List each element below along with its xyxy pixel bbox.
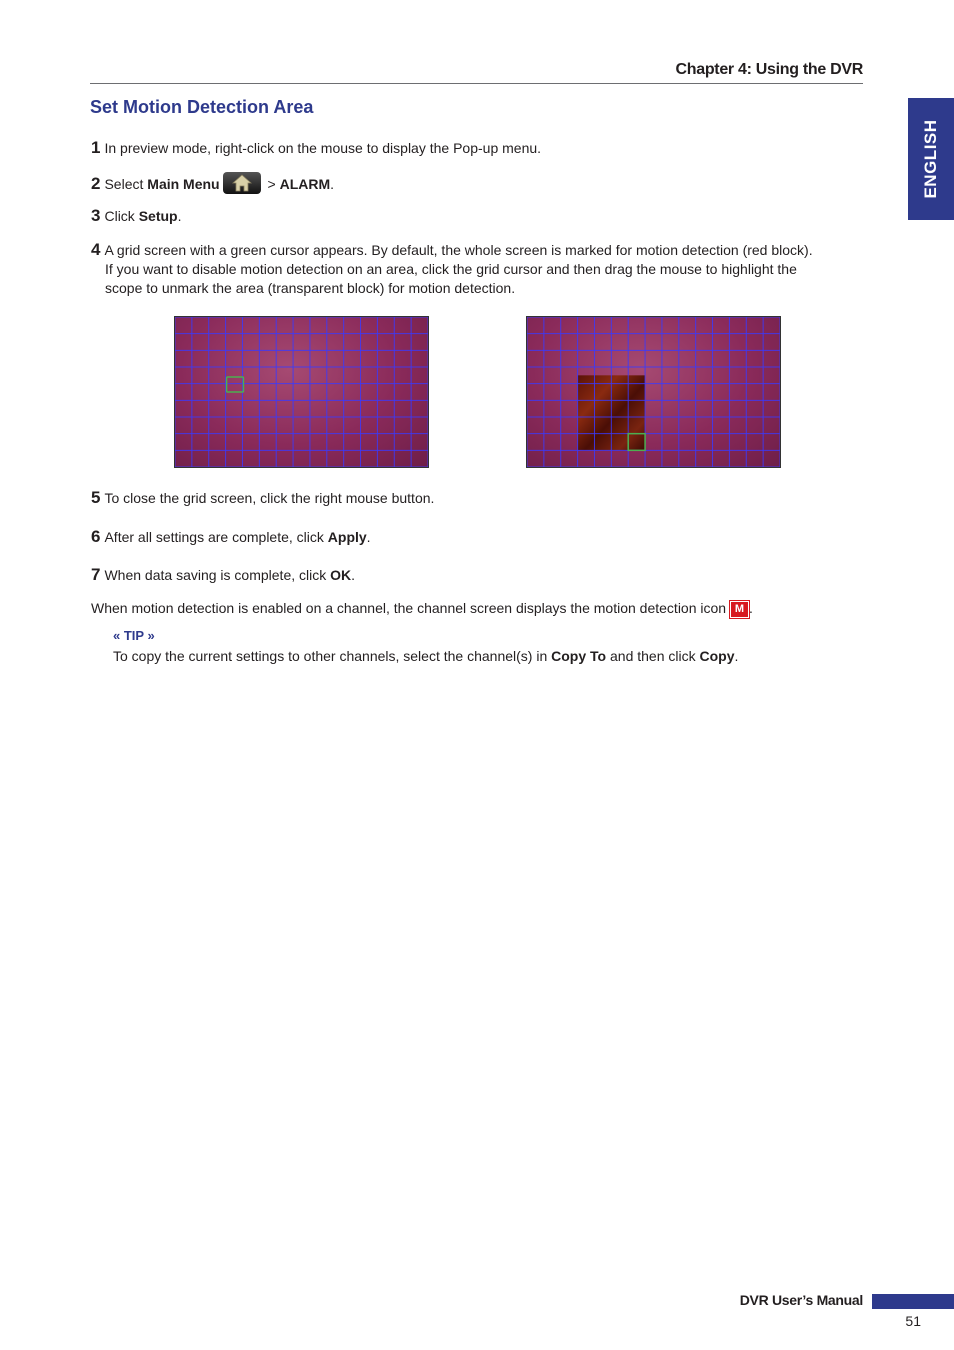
step-text: . <box>330 176 335 192</box>
apply-label: Apply <box>327 529 367 545</box>
home-icon <box>223 172 261 194</box>
step-text: Select <box>104 176 148 192</box>
step-number: 2 <box>91 174 101 193</box>
step-text: . <box>351 567 356 583</box>
step-text: . <box>366 529 371 545</box>
step-4 <box>91 240 863 298</box>
step-text: A grid screen with a green cursor appears. By default, the whole screen is marked for motion detection (red block). <box>104 242 813 258</box>
grid-screen-default <box>174 316 429 468</box>
footer-title: DVR User’s Manual <box>739 1292 863 1308</box>
main-menu-label: Main Menu <box>147 176 220 192</box>
grid-cursor <box>227 377 244 392</box>
chapter-header: Chapter 4: Using the DVR <box>675 61 863 78</box>
step-text: > <box>263 176 280 192</box>
step-1 <box>91 138 863 158</box>
section-title: Set Motion Detection Area <box>90 97 314 117</box>
step-text: To close the grid screen, click the right mouse button. <box>104 490 435 506</box>
step-2 <box>91 172 863 194</box>
step-text: If you want to disable motion detection on an area, click the grid cursor and then drag the mouse to highlight the <box>105 261 797 277</box>
motion-note-text: When motion detection is enabled on a channel, the channel screen displays the motion detection icon <box>91 600 730 616</box>
step-7 <box>91 565 863 585</box>
tip-text <box>113 647 738 666</box>
setup-label: Setup <box>138 208 178 224</box>
step-number: 3 <box>91 206 101 225</box>
motion-detection-icon: M <box>730 601 749 618</box>
step-text: In preview mode, right-click on the mouse to display the Pop-up menu. <box>104 140 542 156</box>
footer-bar <box>872 1294 954 1309</box>
language-tab-label: ENGLISH <box>921 119 940 199</box>
step-5 <box>91 488 863 508</box>
step-number: 7 <box>91 565 101 584</box>
tip-text-part: . <box>734 648 739 664</box>
ok-label: OK <box>330 567 352 583</box>
motion-note-text: . <box>748 600 753 616</box>
grid-screen-unmarked <box>526 316 781 468</box>
step-number: 1 <box>91 138 101 157</box>
step-number: 5 <box>91 488 101 507</box>
step-text: After all settings are complete, click <box>104 529 328 545</box>
copy-to-label: Copy To <box>551 648 607 664</box>
header-rule <box>90 83 863 84</box>
step-text: scope to unmark the area (transparent block) for motion detection. <box>105 280 516 296</box>
step-text: Click <box>104 208 139 224</box>
step-3 <box>91 206 863 226</box>
step-number: 6 <box>91 527 101 546</box>
motion-grid <box>175 317 428 467</box>
copy-label: Copy <box>699 648 735 664</box>
tip-label: « TIP » <box>113 628 155 643</box>
step-number: 4 <box>91 240 101 259</box>
page-number: 51 <box>905 1313 921 1329</box>
tip-text-part: To copy the current settings to other channels, select the channel(s) in <box>113 648 552 664</box>
motion-grid <box>527 317 780 467</box>
motion-note <box>91 599 753 618</box>
step-text: . <box>177 208 182 224</box>
alarm-label: ALARM <box>279 176 331 192</box>
language-tab <box>908 98 954 220</box>
step-6 <box>91 527 863 547</box>
step-text: When data saving is complete, click <box>104 567 331 583</box>
tip-text-part: and then click <box>606 648 700 664</box>
